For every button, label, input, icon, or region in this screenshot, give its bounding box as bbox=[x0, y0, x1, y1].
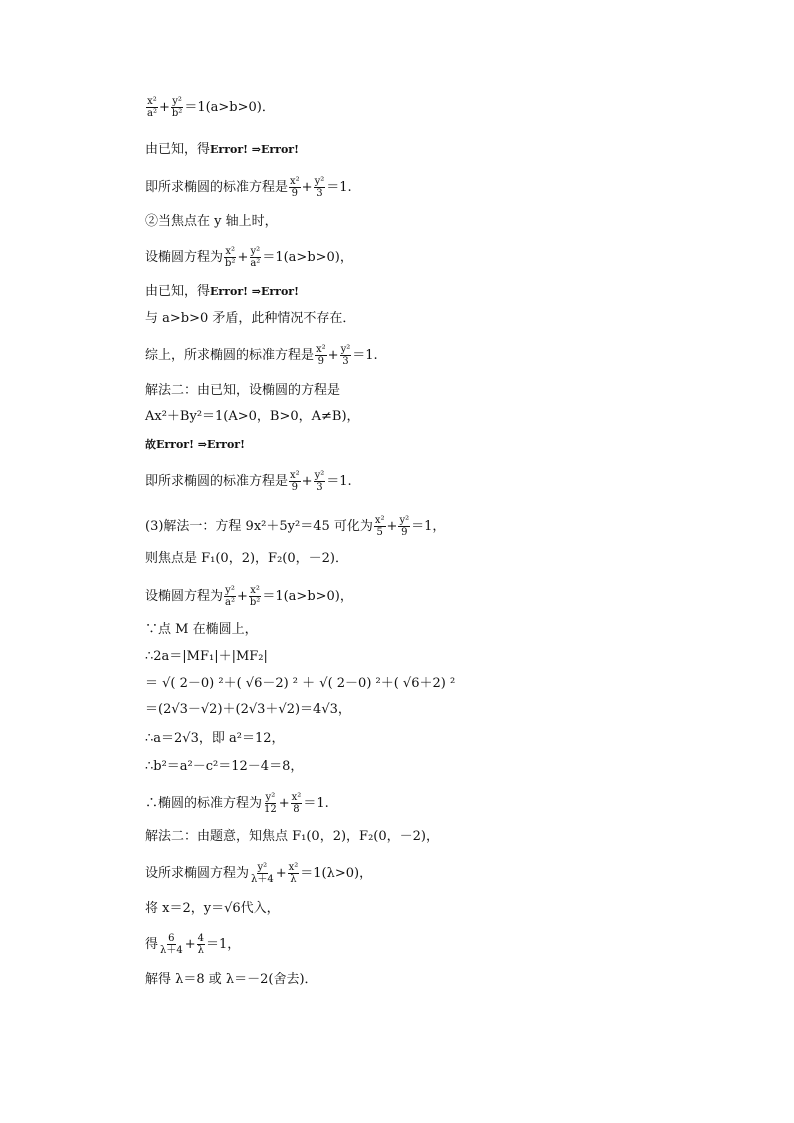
text-run: ＝(2√3－√2)＋(2√3＋√2)＝4√3， bbox=[145, 702, 351, 717]
error-text: 故Error! ⇒Error! bbox=[145, 438, 245, 451]
fraction-numerator: 4 bbox=[197, 933, 204, 944]
fraction-denominator: 5 bbox=[376, 527, 383, 538]
fraction-numerator: x² bbox=[290, 470, 300, 481]
text-run: + bbox=[386, 518, 398, 534]
fraction bbox=[340, 344, 352, 367]
fraction bbox=[291, 792, 303, 815]
fraction-numerator: y² bbox=[314, 176, 325, 187]
text-run: 综上，所求椭圆的标准方程是 bbox=[145, 347, 315, 363]
fraction-denominator: 9 bbox=[291, 188, 299, 199]
text-run: + bbox=[278, 795, 290, 811]
fraction bbox=[289, 176, 301, 199]
fraction-numerator: y² bbox=[399, 515, 410, 526]
fraction-denominator: λ＋4 bbox=[160, 945, 183, 956]
fraction-denominator: a² bbox=[225, 597, 235, 608]
fraction bbox=[224, 246, 236, 269]
text-run: 由已知，得 bbox=[145, 142, 211, 157]
fraction-numerator: y² bbox=[250, 246, 261, 257]
text-run: 设椭圆方程为 bbox=[145, 249, 224, 265]
fraction-denominator: a² bbox=[147, 108, 157, 119]
text-run: + bbox=[301, 473, 313, 489]
fraction-denominator: 9 bbox=[317, 356, 325, 367]
text-run: 设所求椭圆方程为 bbox=[145, 865, 250, 881]
text-line bbox=[145, 515, 445, 538]
fraction-numerator: x² bbox=[225, 246, 236, 257]
text-line bbox=[145, 309, 355, 329]
text-line bbox=[145, 282, 299, 302]
fraction-numerator: y² bbox=[225, 585, 235, 596]
fraction-denominator: λ＋4 bbox=[251, 874, 274, 885]
fraction-numerator: y² bbox=[340, 344, 351, 355]
fraction bbox=[263, 792, 278, 815]
text-run: + bbox=[237, 588, 248, 604]
text-run: + bbox=[301, 179, 313, 195]
text-line bbox=[145, 176, 352, 199]
text-line bbox=[145, 344, 378, 367]
fraction-numerator: x² bbox=[250, 585, 260, 596]
text-run: ＝1. bbox=[326, 179, 352, 195]
text-line bbox=[145, 674, 455, 694]
text-line bbox=[145, 549, 348, 569]
error-text: Error! ⇒Error! bbox=[210, 285, 299, 298]
fraction-numerator: x² bbox=[288, 862, 299, 873]
text-line bbox=[145, 470, 352, 493]
text-run: Ax²＋By²＝1(A>0，B>0，A≠B)， bbox=[145, 409, 360, 424]
text-line bbox=[145, 212, 278, 232]
text-run: ＝1. bbox=[303, 795, 329, 811]
text-run: (3)解法一：方程 9x²＋5y²＝45 可化为 bbox=[145, 518, 373, 534]
text-run: 将 x＝2，y＝√6代入， bbox=[145, 901, 280, 916]
fraction-denominator: b² bbox=[249, 597, 261, 608]
fraction-denominator: a² bbox=[250, 258, 261, 269]
fraction-numerator: 6 bbox=[168, 933, 175, 944]
fraction bbox=[315, 344, 327, 367]
fraction-numerator: y² bbox=[265, 792, 276, 803]
fraction bbox=[197, 933, 205, 956]
text-run: 即所求椭圆的标准方程是 bbox=[145, 473, 289, 489]
text-run: 由已知，得 bbox=[145, 284, 211, 299]
text-run: ＝1(a>b>0)． bbox=[184, 99, 275, 115]
text-run: 设椭圆方程为 bbox=[145, 588, 224, 604]
fraction bbox=[249, 246, 261, 269]
fraction-denominator: b² bbox=[225, 258, 236, 269]
fraction-denominator: 9 bbox=[291, 482, 299, 493]
text-run: ∵点 M 在椭圆上， bbox=[145, 622, 258, 637]
text-line bbox=[145, 729, 284, 749]
fraction bbox=[314, 470, 326, 493]
fraction-denominator: λ bbox=[290, 874, 297, 885]
fraction bbox=[374, 515, 386, 538]
fraction-denominator: 8 bbox=[293, 804, 300, 815]
text-line bbox=[145, 381, 340, 401]
text-run: ∴2a＝|MF₁|＋|MF₂| bbox=[145, 649, 268, 664]
fraction-numerator: x² bbox=[316, 344, 326, 355]
fraction bbox=[146, 96, 158, 119]
text-run: ∴a＝2√3，即 a²＝12， bbox=[145, 731, 285, 746]
fraction bbox=[171, 96, 183, 119]
text-line bbox=[145, 792, 329, 815]
fraction bbox=[289, 470, 301, 493]
text-run: ∴椭圆的标准方程为 bbox=[145, 795, 263, 811]
text-run: ＝1， bbox=[411, 518, 446, 534]
fraction bbox=[249, 585, 261, 608]
text-line bbox=[145, 407, 360, 427]
text-run: + bbox=[327, 347, 339, 363]
text-line bbox=[145, 933, 240, 956]
fraction-numerator: x² bbox=[290, 176, 300, 187]
text-run: + bbox=[184, 936, 196, 952]
text-line bbox=[145, 140, 299, 160]
text-run: ＝1. bbox=[326, 473, 352, 489]
text-run: + bbox=[275, 865, 287, 881]
fraction bbox=[250, 862, 275, 885]
fraction bbox=[159, 933, 184, 956]
fraction-numerator: y² bbox=[257, 862, 268, 873]
text-run: 解法二：由已知，设椭圆的方程是 bbox=[145, 383, 341, 398]
text-run: ＝1(λ>0)， bbox=[300, 865, 373, 881]
text-line bbox=[145, 647, 268, 667]
fraction-numerator: x² bbox=[291, 792, 302, 803]
text-line bbox=[145, 700, 351, 720]
text-line bbox=[145, 970, 318, 990]
text-line bbox=[145, 96, 275, 119]
fraction-denominator: 3 bbox=[316, 482, 323, 493]
text-run: 得 bbox=[145, 936, 159, 952]
fraction-numerator: x² bbox=[374, 515, 385, 526]
text-run: 解得 λ＝8 或 λ＝－2(舍去)． bbox=[145, 972, 318, 987]
fraction-numerator: x² bbox=[147, 96, 157, 107]
text-line bbox=[145, 862, 372, 885]
fraction-denominator: 3 bbox=[342, 356, 349, 367]
text-line bbox=[145, 757, 303, 777]
fraction bbox=[224, 585, 236, 608]
text-line bbox=[145, 620, 258, 640]
fraction-denominator: 3 bbox=[316, 188, 323, 199]
text-run: ＝1. bbox=[352, 347, 378, 363]
fraction bbox=[288, 862, 300, 885]
text-run: 则焦点是 F₁(0，2)，F₂(0，－2)． bbox=[145, 551, 348, 566]
fraction-denominator: λ bbox=[197, 945, 204, 956]
fraction-numerator: y² bbox=[314, 470, 325, 481]
fraction-denominator: 12 bbox=[264, 804, 277, 815]
text-run: + bbox=[237, 249, 249, 265]
text-run: + bbox=[158, 99, 170, 115]
fraction bbox=[398, 515, 410, 538]
text-line bbox=[145, 585, 353, 608]
fraction bbox=[314, 176, 326, 199]
text-run: 即所求椭圆的标准方程是 bbox=[145, 179, 289, 195]
text-line bbox=[145, 899, 280, 919]
text-run: ＝1(a>b>0)， bbox=[262, 588, 353, 604]
fraction-denominator: 9 bbox=[401, 527, 408, 538]
text-run: ＝ √( 2－0) ²＋( √6－2) ² ＋ √( 2－0) ²＋( √6＋2) ² bbox=[145, 676, 456, 691]
text-line bbox=[145, 246, 353, 269]
text-run: ＝1(a>b>0)， bbox=[262, 249, 353, 265]
text-run: 与 a>b>0 矛盾，此种情况不存在． bbox=[145, 311, 356, 326]
text-line bbox=[145, 827, 439, 847]
text-run: ∴b²＝a²－c²＝12－4＝8， bbox=[145, 759, 304, 774]
text-run: ＝1， bbox=[206, 936, 241, 952]
fraction-numerator: y² bbox=[172, 96, 182, 107]
text-run: ②当焦点在 y 轴上时， bbox=[145, 214, 278, 229]
fraction-denominator: b² bbox=[171, 108, 183, 119]
text-line bbox=[145, 435, 245, 455]
error-text: Error! ⇒Error! bbox=[210, 143, 299, 156]
text-run: 解法二：由题意，知焦点 F₁(0，2)，F₂(0，－2)， bbox=[145, 829, 439, 844]
